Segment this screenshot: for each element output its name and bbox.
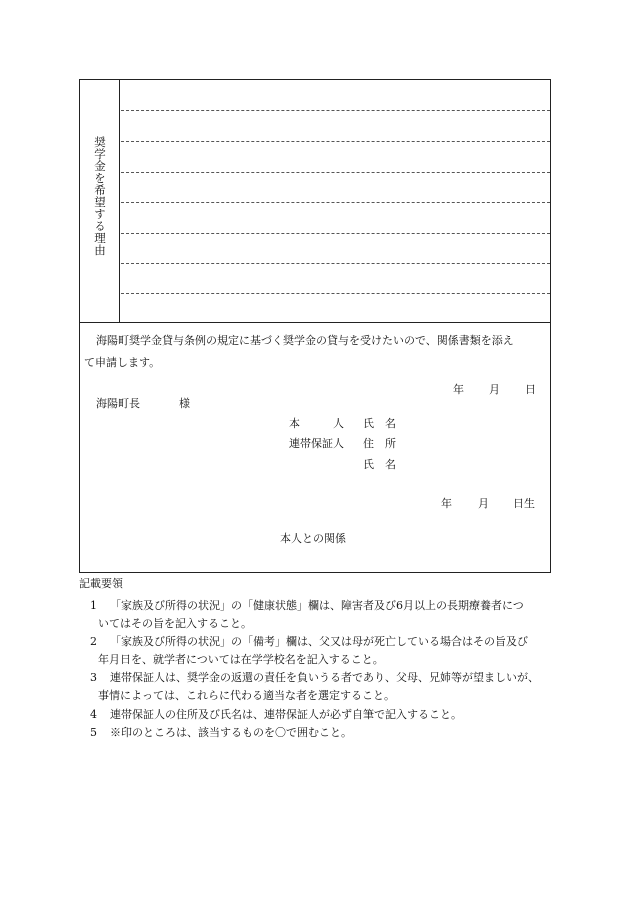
- note-number: 2: [90, 635, 97, 648]
- note-text: 連帯保証人の住所及び氏名は、連帯保証人が必ず自筆で記入すること。: [110, 708, 462, 721]
- note-text: 連帯保証人は、奨学金の返還の責任を負いうる者であり、父母、兄姉等が望ましいが、: [110, 671, 539, 684]
- note-item-4: [90, 706, 462, 722]
- note-item-1-cont: いてはその旨を記入すること。: [98, 617, 252, 630]
- application-statement-section: [80, 323, 550, 573]
- birth-month-label: 月: [478, 497, 489, 510]
- reason-line-1[interactable]: [121, 110, 550, 111]
- statement-line-1: 海陽町奨学金貸与条例の規定に基づく奨学金の貸与を受けたいので、関係書類を添え: [96, 334, 514, 347]
- reason-line-5[interactable]: [121, 233, 550, 234]
- reason-section: [80, 80, 550, 323]
- application-form: [79, 79, 551, 573]
- reason-line-3[interactable]: [121, 172, 550, 173]
- note-number: 5: [90, 726, 97, 739]
- note-text: 「家族及び所得の状況」の「健康状態」欄は、障害者及び6月以上の長期療養者につ: [110, 599, 524, 612]
- note-number: 4: [90, 708, 97, 721]
- note-number: 3: [90, 671, 97, 684]
- date-day-label: 日: [525, 383, 536, 396]
- birth-year-label: 年: [441, 497, 452, 510]
- notes-title: 記載要領: [79, 577, 123, 590]
- birth-day-label: 日生: [513, 497, 535, 510]
- statement-line-2: て申請します。: [84, 356, 161, 369]
- relationship-label: 本人との関係: [280, 532, 346, 545]
- reason-label-cell: [80, 80, 120, 322]
- note-item-2-cont: 年月日を、就学者については在学学校名を記入すること。: [98, 653, 384, 666]
- reason-line-6[interactable]: [121, 263, 550, 264]
- reason-label: 奨学金を希望する理由: [93, 136, 107, 256]
- note-text: ※印のところは、該当するものを〇で囲むこと。: [110, 726, 352, 739]
- note-item-3-cont: 事情によっては、これらに代わる適当な者を選定すること。: [98, 689, 395, 702]
- reason-line-4[interactable]: [121, 202, 550, 203]
- applicant-name-label: 氏 名: [363, 417, 396, 430]
- addressee: 海陽町長: [96, 397, 140, 410]
- date-year-label: 年: [453, 383, 464, 396]
- date-month-label: 月: [489, 383, 500, 396]
- note-item-5: [90, 724, 352, 740]
- applicant-label: 本 人: [289, 417, 344, 430]
- note-text: 「家族及び所得の状況」の「備考」欄は、父又は母が死亡している場合はその旨及び: [110, 635, 528, 648]
- reason-line-7[interactable]: [121, 293, 550, 294]
- honorific: 様: [179, 397, 190, 410]
- note-item-2: [90, 633, 528, 649]
- note-number: 1: [90, 599, 97, 612]
- note-item-1: [90, 597, 524, 613]
- guarantor-name-label: 氏 名: [363, 458, 396, 471]
- guarantor-label: 連帯保証人: [289, 437, 344, 450]
- note-item-3: [90, 669, 539, 685]
- guarantor-address-label: 住 所: [363, 437, 396, 450]
- reason-line-2[interactable]: [121, 141, 550, 142]
